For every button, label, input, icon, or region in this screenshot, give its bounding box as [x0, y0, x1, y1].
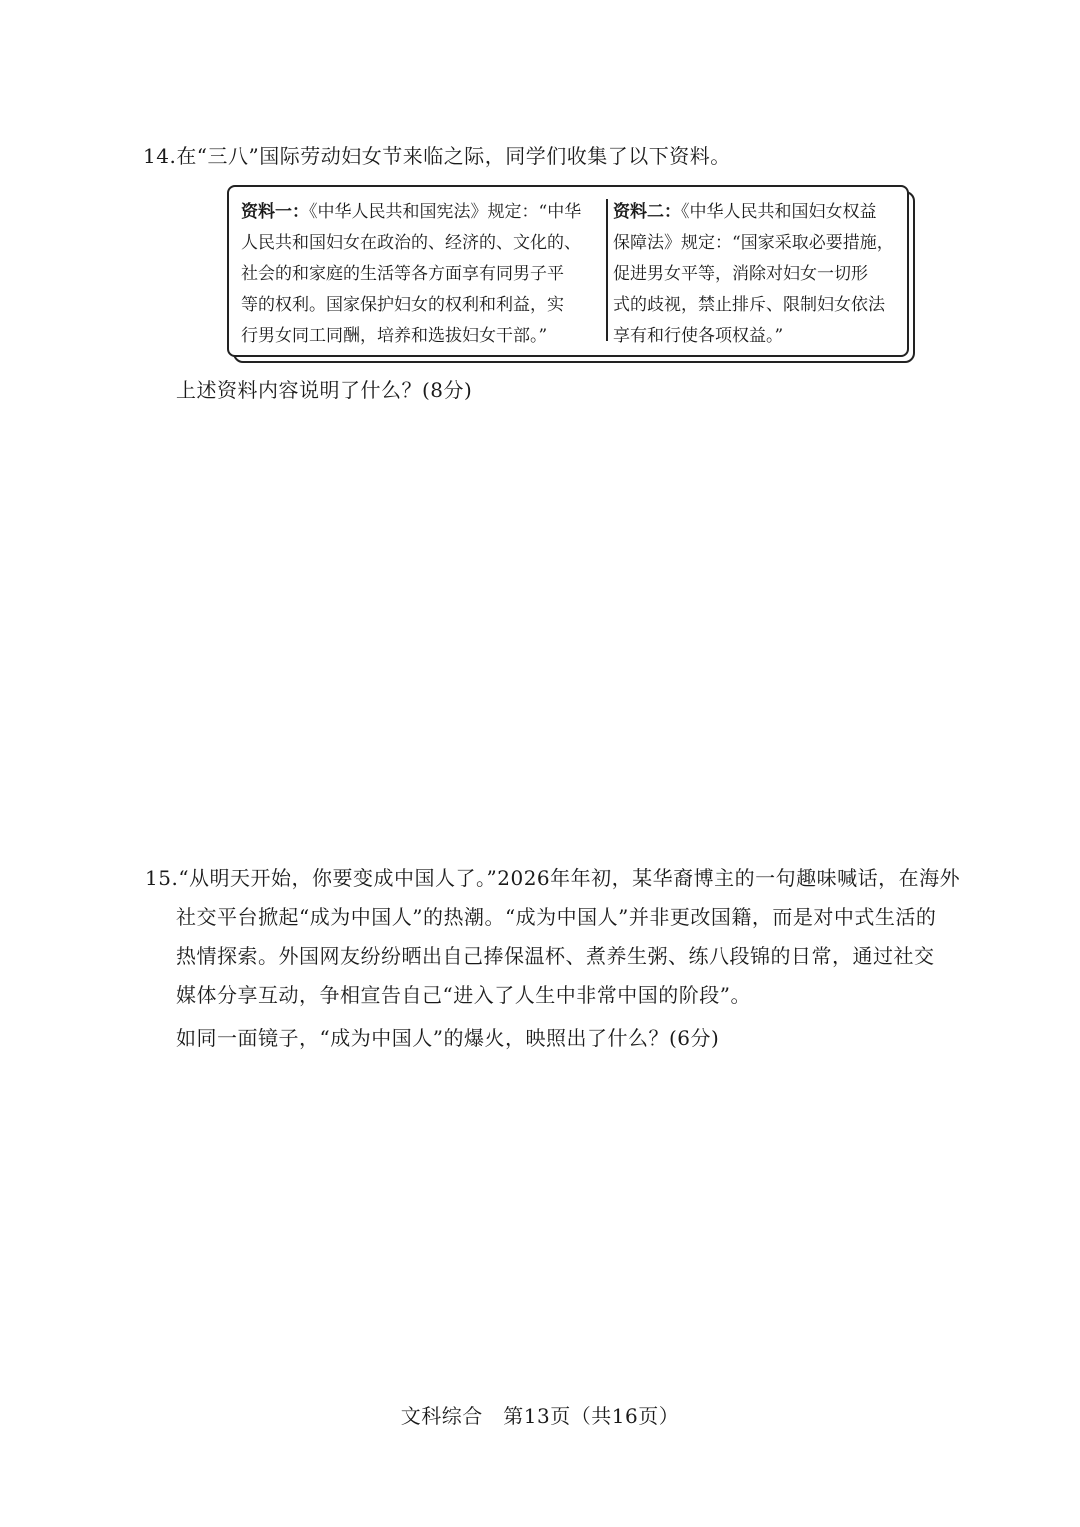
material-2-line: 促进男女平等，消除对妇女一切形	[613, 264, 868, 284]
material-2-line: 保障法》规定：“国家采取必要措施，	[613, 233, 894, 253]
material-1	[241, 197, 604, 352]
material-2-label: 资料二：	[613, 202, 681, 222]
question-14-prompt: 上述资料内容说明了什么？(8分)	[176, 378, 473, 402]
question-14-stem	[143, 142, 731, 170]
material-box	[227, 185, 909, 357]
material-2-line: 式的歧视，禁止排斥、限制妇女依法	[613, 295, 885, 315]
page-footer: 文科综合 第13页（共16页）	[400, 1404, 680, 1428]
material-1-line: 社会的和家庭的生活等各方面享有同男子平	[241, 264, 564, 284]
material-2	[613, 197, 901, 352]
material-2-line: 享有和行使各项权益。”	[613, 326, 784, 346]
question-15-line-2: 社交平台掀起“成为中国人”的热潮。“成为中国人”并非更改国籍，而是对中式生活的	[176, 905, 937, 929]
material-1-line: 《中华人民共和国宪法》规定：“中华	[309, 202, 582, 222]
question-15-line-1	[145, 864, 960, 892]
question-15-text: “从明天开始，你要变成中国人了。”2026年年初，某华裔博主的一句趣味喊话，在海外	[178, 866, 961, 890]
question-14-number: 14.	[143, 144, 177, 168]
question-15-line-3: 热情探索。外国网友纷纷晒出自己捧保温杯、煮养生粥、练八段锦的日常，通过社交	[176, 944, 935, 968]
question-15-line-4: 媒体分享互动，争相宣告自己“进入了人生中非常中国的阶段”。	[176, 983, 751, 1007]
material-1-line: 行男女同工同酬，培养和选拔妇女干部。”	[241, 326, 548, 346]
material-1-line: 人民共和国妇女在政治的、经济的、文化的、	[241, 233, 581, 253]
material-1-label: 资料一：	[241, 202, 309, 222]
material-2-line: 《中华人民共和国妇女权益	[681, 202, 877, 222]
question-14-stem-text: 在“三八”国际劳动妇女节来临之际，同学们收集了以下资料。	[176, 144, 731, 168]
material-1-line: 等的权利。国家保护妇女的权利和利益，实	[241, 295, 564, 315]
material-divider	[606, 199, 608, 341]
question-15-prompt: 如同一面镜子，“成为中国人”的爆火，映照出了什么？(6分)	[176, 1026, 720, 1050]
question-15-number: 15.	[145, 866, 179, 890]
